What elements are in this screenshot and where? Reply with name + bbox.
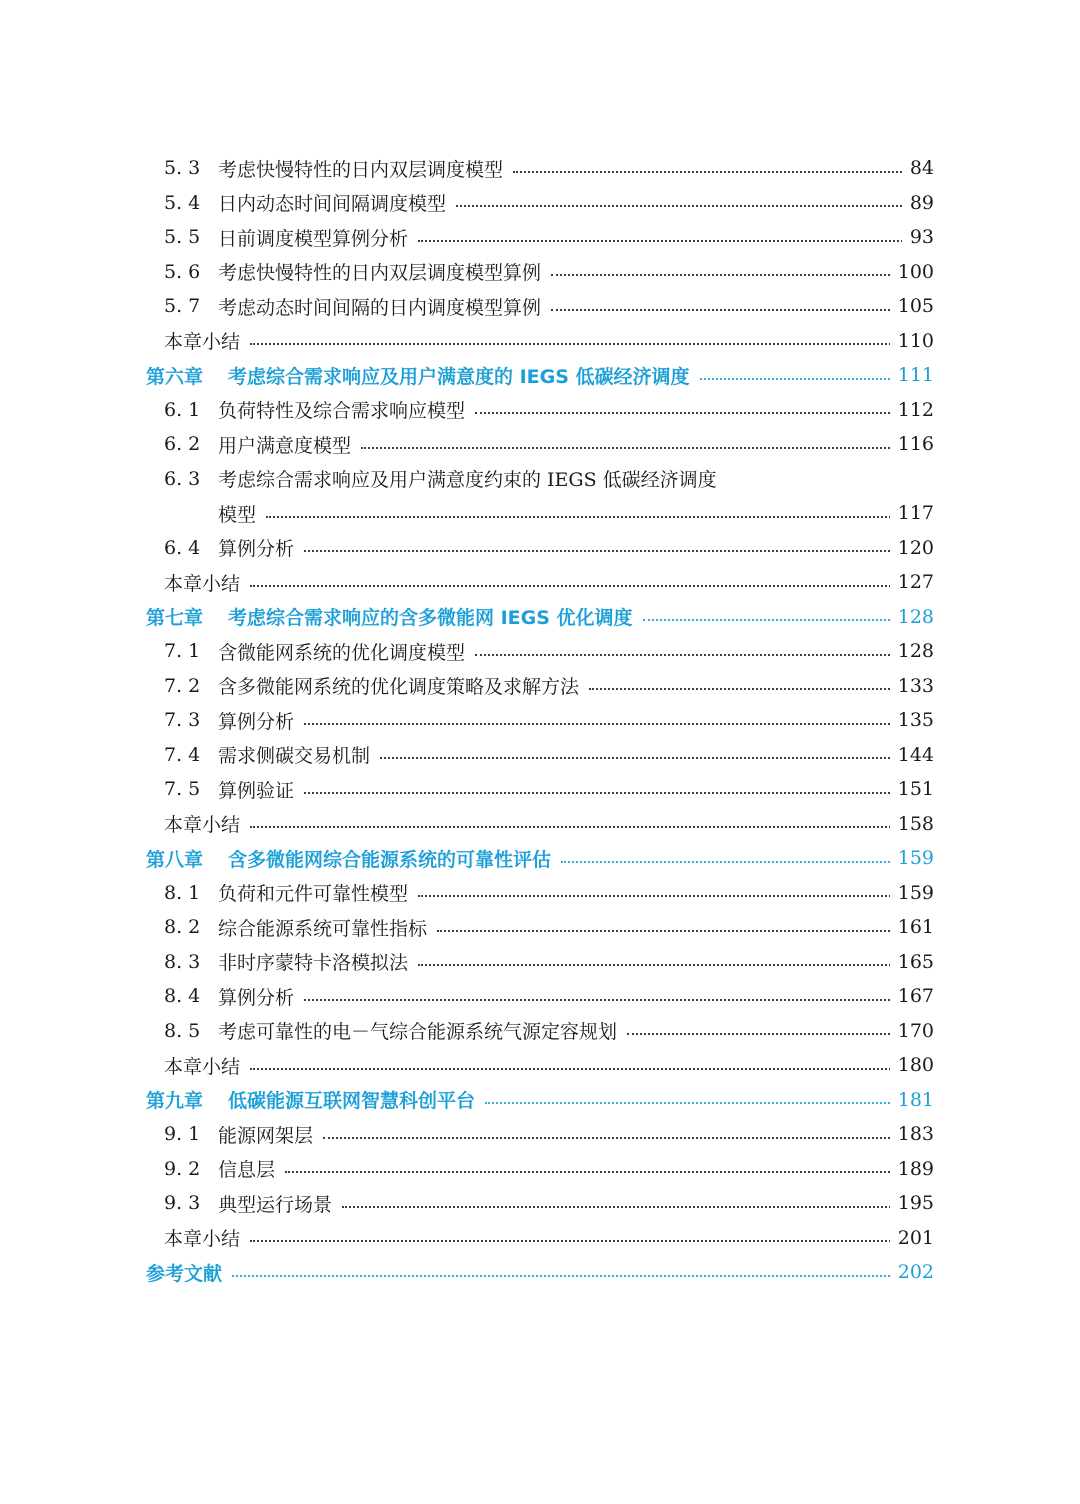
toc-entry-title-wrap bbox=[218, 914, 934, 941]
toc-entry-title-wrap bbox=[218, 741, 934, 768]
toc-page-number: 189 bbox=[890, 1158, 934, 1180]
toc-entry-number: 5. 6 bbox=[164, 260, 201, 283]
toc-entry-title-wrap bbox=[218, 638, 934, 665]
toc-page-number: 151 bbox=[890, 778, 934, 800]
toc-references-entry[interactable] bbox=[0, 1255, 1080, 1290]
toc-entry-title: 本章小结 bbox=[164, 1228, 241, 1251]
toc-entry-title-wrap bbox=[218, 983, 934, 1010]
toc-dot-leader bbox=[232, 1274, 934, 1277]
toc-section-entry[interactable] bbox=[0, 1014, 1080, 1049]
toc-entry-title: 用户满意度模型 bbox=[218, 434, 352, 457]
toc-chapter-entry[interactable] bbox=[0, 600, 1080, 635]
toc-entry-number: 5. 4 bbox=[164, 191, 201, 214]
toc-section-entry[interactable] bbox=[0, 1117, 1080, 1152]
toc-entry-number: 7. 1 bbox=[164, 640, 201, 663]
toc-dot-leader bbox=[551, 273, 934, 276]
toc-dot-leader bbox=[285, 1170, 934, 1173]
toc-entry-title: 考虑综合需求响应的含多微能网 IEGS 优化调度 bbox=[228, 607, 633, 630]
toc-dot-leader bbox=[250, 342, 934, 345]
toc-summary-entry[interactable] bbox=[0, 807, 1080, 842]
toc-entry-number: 9. 1 bbox=[164, 1123, 201, 1146]
toc-page-number: 161 bbox=[890, 916, 934, 938]
toc-page-number: 180 bbox=[890, 1054, 934, 1076]
toc-entry-title: 本章小结 bbox=[164, 572, 241, 595]
toc-dot-leader bbox=[380, 756, 934, 759]
toc-entry-title: 算例分析 bbox=[218, 710, 295, 733]
toc-summary-entry[interactable] bbox=[0, 1048, 1080, 1083]
toc-page-number: 93 bbox=[902, 226, 934, 248]
toc-dot-leader bbox=[475, 653, 934, 656]
toc-dot-leader bbox=[250, 825, 934, 828]
toc-entry-title-wrap bbox=[164, 1224, 934, 1251]
toc-section-entry[interactable] bbox=[0, 634, 1080, 669]
toc-section-entry[interactable] bbox=[0, 1152, 1080, 1187]
toc-page-number: 170 bbox=[890, 1020, 934, 1042]
toc-entry-title: 低碳能源互联网智慧科创平台 bbox=[228, 1090, 476, 1113]
toc-entry-title: 参考文献 bbox=[146, 1262, 223, 1285]
toc-page-number: 128 bbox=[890, 640, 934, 662]
toc-page-number: 116 bbox=[890, 433, 934, 455]
toc-page-number: 159 bbox=[890, 882, 934, 904]
toc-section-entry[interactable] bbox=[0, 393, 1080, 428]
toc-page-number: 112 bbox=[890, 399, 934, 421]
toc-entry-title-wrap bbox=[218, 1017, 934, 1044]
toc-entry-title-wrap bbox=[218, 1121, 934, 1148]
toc-section-entry[interactable] bbox=[0, 1186, 1080, 1221]
toc-entry-number: 5. 7 bbox=[164, 295, 201, 318]
toc-dot-leader bbox=[485, 1101, 934, 1104]
toc-entry-title-wrap bbox=[218, 707, 934, 734]
toc-entry-title-wrap bbox=[164, 810, 934, 837]
toc-entry-number: 6. 4 bbox=[164, 536, 201, 559]
toc-entry-title-wrap bbox=[218, 776, 934, 803]
toc-entry-number: 5. 5 bbox=[164, 226, 201, 249]
toc-entry-title: 日内动态时间间隔调度模型 bbox=[218, 193, 447, 216]
toc-page-number: 195 bbox=[890, 1192, 934, 1214]
toc-entry-number: 7. 4 bbox=[164, 743, 201, 766]
toc-section-entry[interactable] bbox=[0, 910, 1080, 945]
toc-entry-title-wrap bbox=[218, 155, 934, 182]
toc-entry-title-wrap bbox=[218, 879, 934, 906]
toc-entry-title: 考虑可靠性的电－气综合能源系统气源定容规划 bbox=[218, 1021, 618, 1044]
toc-entry-title: 模型 bbox=[218, 503, 257, 526]
toc-section-entry[interactable] bbox=[0, 703, 1080, 738]
toc-dot-leader bbox=[304, 722, 934, 725]
toc-page-number: 201 bbox=[890, 1227, 934, 1249]
toc-entry-title: 算例分析 bbox=[218, 986, 295, 1009]
toc-section-entry[interactable] bbox=[0, 738, 1080, 773]
toc-entry-title: 非时序蒙特卡洛模拟法 bbox=[218, 952, 409, 975]
toc-dot-leader bbox=[304, 791, 934, 794]
toc-entry-title: 算例分析 bbox=[218, 538, 295, 561]
toc-section-entry[interactable] bbox=[0, 669, 1080, 704]
toc-entry-title: 典型运行场景 bbox=[218, 1193, 333, 1216]
toc-section-entry[interactable] bbox=[0, 945, 1080, 980]
toc-dot-leader bbox=[561, 860, 934, 863]
toc-section-entry[interactable] bbox=[0, 220, 1080, 255]
toc-entry-title: 考虑综合需求响应及用户满意度约束的 IEGS 低碳经济调度 bbox=[218, 469, 717, 492]
toc-section-entry[interactable] bbox=[0, 531, 1080, 566]
toc-dot-leader bbox=[361, 446, 934, 449]
toc-page-number: 133 bbox=[890, 675, 934, 697]
toc-entry-title: 负荷特性及综合需求响应模型 bbox=[218, 400, 466, 423]
toc-entry-title-wrap bbox=[218, 224, 934, 251]
toc-entry-title-wrap bbox=[218, 396, 934, 423]
toc-entry-number: 9. 2 bbox=[164, 1157, 201, 1180]
toc-entry-title-wrap bbox=[164, 569, 934, 596]
toc-entry-title-wrap bbox=[228, 1086, 934, 1113]
toc-page-number: 128 bbox=[890, 606, 934, 628]
toc-entry-title: 日前调度模型算例分析 bbox=[218, 227, 409, 250]
toc-entry-number: 8. 5 bbox=[164, 1019, 201, 1042]
toc-entry-number: 第七章 bbox=[146, 607, 204, 630]
toc-entry-title: 本章小结 bbox=[164, 331, 241, 354]
toc-entry-number: 7. 3 bbox=[164, 709, 201, 732]
toc-page-number: 167 bbox=[890, 985, 934, 1007]
toc-entry-title-wrap bbox=[218, 465, 727, 492]
toc-page-number: 100 bbox=[890, 261, 934, 283]
toc-entry-title-wrap bbox=[218, 189, 934, 216]
toc-entry-number: 7. 2 bbox=[164, 674, 201, 697]
toc-section-entry[interactable] bbox=[0, 151, 1080, 186]
toc-entry-title-wrap bbox=[228, 603, 934, 630]
toc-section-entry[interactable] bbox=[0, 979, 1080, 1014]
toc-dot-leader bbox=[627, 1032, 934, 1035]
toc-entry-number: 8. 2 bbox=[164, 916, 201, 939]
toc-entry-number: 7. 5 bbox=[164, 778, 201, 801]
toc-dot-leader bbox=[437, 929, 934, 932]
toc-section-entry[interactable] bbox=[0, 876, 1080, 911]
toc-entry-title-wrap bbox=[218, 534, 934, 561]
toc-dot-leader bbox=[250, 1239, 934, 1242]
toc-page-number: 127 bbox=[890, 571, 934, 593]
toc-page-number: 158 bbox=[890, 813, 934, 835]
toc-entry-title-wrap bbox=[228, 845, 934, 872]
toc-section-entry[interactable] bbox=[0, 462, 1080, 497]
toc-dot-leader bbox=[456, 204, 934, 207]
toc-entry-title-wrap bbox=[164, 1052, 934, 1079]
toc-entry-number: 8. 3 bbox=[164, 950, 201, 973]
toc-dot-leader bbox=[250, 584, 934, 587]
toc-dot-leader bbox=[418, 963, 934, 966]
toc-entry-number: 8. 4 bbox=[164, 985, 201, 1008]
toc-entry-number: 6. 1 bbox=[164, 398, 201, 421]
toc-page-number: 105 bbox=[890, 295, 934, 317]
toc-entry-title-wrap bbox=[146, 1259, 934, 1286]
toc-chapter-entry[interactable] bbox=[0, 358, 1080, 393]
toc-entry-number: 8. 1 bbox=[164, 881, 201, 904]
toc-dot-leader bbox=[513, 170, 934, 173]
toc-page-number: 183 bbox=[890, 1123, 934, 1145]
toc-section-entry[interactable] bbox=[0, 289, 1080, 324]
toc-dot-leader bbox=[304, 998, 934, 1001]
toc-entry-title: 考虑快慢特性的日内双层调度模型算例 bbox=[218, 262, 542, 285]
toc-entry-title: 含多微能网系统的优化调度策略及求解方法 bbox=[218, 676, 580, 699]
toc-dot-leader bbox=[304, 549, 934, 552]
toc-entry-title: 信息层 bbox=[218, 1159, 276, 1182]
toc-page-number: 120 bbox=[890, 537, 934, 559]
toc-summary-entry[interactable] bbox=[0, 324, 1080, 359]
toc-dot-leader bbox=[342, 1205, 934, 1208]
toc-page-number: 202 bbox=[890, 1261, 934, 1283]
toc-section-entry[interactable] bbox=[0, 772, 1080, 807]
toc-page-number: 89 bbox=[902, 192, 934, 214]
toc-entry-title: 需求侧碳交易机制 bbox=[218, 745, 371, 768]
toc-dot-leader bbox=[323, 1136, 934, 1139]
toc-entry-title: 综合能源系统可靠性指标 bbox=[218, 917, 428, 940]
toc-entry-number: 第九章 bbox=[146, 1090, 204, 1113]
toc-entry-title-wrap bbox=[218, 1155, 934, 1182]
toc-entry-title-wrap bbox=[218, 672, 934, 699]
toc-summary-entry[interactable] bbox=[0, 565, 1080, 600]
toc-entry-title-wrap bbox=[218, 293, 934, 320]
toc-entry-title-wrap bbox=[218, 431, 934, 458]
toc-entry-number: 第八章 bbox=[146, 848, 204, 871]
toc-dot-leader bbox=[266, 515, 934, 518]
toc-dot-leader bbox=[418, 894, 934, 897]
toc-section-entry-continued[interactable] bbox=[0, 496, 1080, 531]
toc-entry-title-wrap bbox=[218, 948, 934, 975]
toc-section-entry[interactable] bbox=[0, 186, 1080, 221]
toc-entry-title: 本章小结 bbox=[164, 1055, 241, 1078]
toc-entry-number: 6. 2 bbox=[164, 433, 201, 456]
toc-entry-title-wrap bbox=[164, 327, 934, 354]
toc-entry-title: 考虑动态时间间隔的日内调度模型算例 bbox=[218, 296, 542, 319]
table-of-contents bbox=[0, 151, 1080, 1290]
toc-entry-title-wrap bbox=[228, 362, 934, 389]
toc-entry-title: 考虑综合需求响应及用户满意度的 IEGS 低碳经济调度 bbox=[228, 365, 690, 388]
toc-page-number: 135 bbox=[890, 709, 934, 731]
toc-entry-title-wrap bbox=[218, 258, 934, 285]
toc-page-number: 110 bbox=[890, 330, 934, 352]
toc-page-number: 84 bbox=[902, 157, 934, 179]
toc-page-number: 111 bbox=[890, 364, 934, 386]
toc-entry-title: 算例验证 bbox=[218, 779, 295, 802]
toc-entry-title-wrap bbox=[218, 500, 934, 527]
toc-dot-leader bbox=[551, 308, 934, 311]
toc-chapter-entry[interactable] bbox=[0, 1083, 1080, 1118]
toc-dot-leader bbox=[418, 239, 934, 242]
toc-dot-leader bbox=[475, 411, 934, 414]
toc-page-number: 165 bbox=[890, 951, 934, 973]
toc-entry-title-wrap bbox=[218, 1190, 934, 1217]
toc-page-number: 159 bbox=[890, 847, 934, 869]
toc-entry-number: 5. 3 bbox=[164, 157, 201, 180]
toc-chapter-entry[interactable] bbox=[0, 841, 1080, 876]
toc-section-entry[interactable] bbox=[0, 255, 1080, 290]
toc-section-entry[interactable] bbox=[0, 427, 1080, 462]
toc-entry-number: 9. 3 bbox=[164, 1192, 201, 1215]
toc-dot-leader bbox=[589, 687, 934, 690]
toc-entry-title: 负荷和元件可靠性模型 bbox=[218, 883, 409, 906]
toc-page-number: 144 bbox=[890, 744, 934, 766]
toc-entry-number: 第六章 bbox=[146, 365, 204, 388]
toc-entry-number: 6. 3 bbox=[164, 467, 201, 490]
toc-entry-title: 考虑快慢特性的日内双层调度模型 bbox=[218, 158, 504, 181]
toc-page-number: 181 bbox=[890, 1089, 934, 1111]
toc-summary-entry[interactable] bbox=[0, 1221, 1080, 1256]
toc-entry-title: 本章小结 bbox=[164, 814, 241, 837]
toc-dot-leader bbox=[250, 1067, 934, 1070]
toc-page-number: 117 bbox=[890, 502, 934, 524]
toc-entry-title: 含多微能网综合能源系统的可靠性评估 bbox=[228, 848, 552, 871]
toc-entry-title: 含微能网系统的优化调度模型 bbox=[218, 641, 466, 664]
toc-entry-title: 能源网架层 bbox=[218, 1124, 314, 1147]
